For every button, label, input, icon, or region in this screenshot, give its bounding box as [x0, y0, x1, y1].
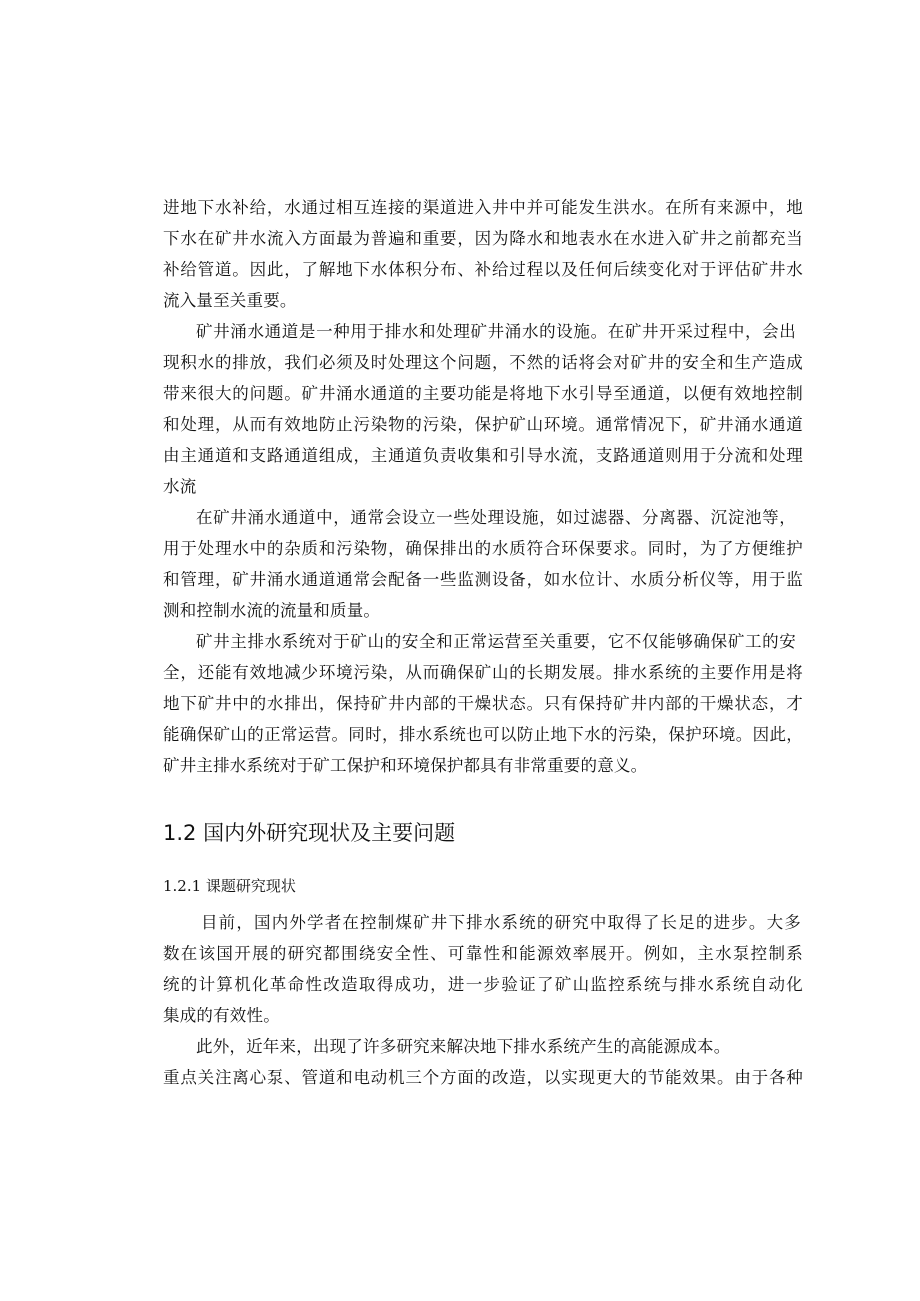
subsection-heading: 1.2.1 课题研究现状	[163, 877, 296, 895]
paragraph-4-line-4: 能确保矿山的正常运营。同时，排水系统也可以防止地下水的污染，保护环境。因此，	[163, 725, 803, 744]
paragraph-1-line-4: 流入量至关重要。	[163, 291, 297, 310]
paragraph-2-line-5: 由主通道和支路通道组成，主通道负责收集和引导水流，支路通道则用于分流和处理	[163, 446, 803, 465]
paragraph-2-line-1: 矿井涌水通道是一种用于排水和处理矿井涌水的设施。在矿井开采过程中，会出	[196, 322, 796, 341]
paragraph-3-line-4: 测和控制水流的流量和质量。	[163, 601, 381, 620]
paragraph-2-line-4: 和处理，从而有效地防止污染物的污染，保护矿山环境。通常情况下，矿井涌水通道	[163, 415, 803, 434]
paragraph-1-line-3: 补给管道。因此，了解地下水体积分布、补给过程以及任何后续变化对于评估矿井水	[163, 260, 803, 279]
paragraph-6-line-2: 重点关注离心泵、管道和电动机三个方面的改造，以实现更大的节能效果。由于各种	[163, 1068, 803, 1087]
paragraph-4-line-5: 矿井主排水系统对于矿工保护和环境保护都具有非常重要的意义。	[163, 756, 648, 775]
paragraph-1-line-2: 下水在矿井水流入方面最为普遍和重要，因为降水和地表水在水进入矿井之前都充当	[163, 229, 803, 248]
section-heading: 1.2 国内外研究现状及主要问题	[163, 821, 456, 845]
paragraph-5-line-1: 目前，国内外学者在控制煤矿井下排水系统的研究中取得了长足的进步。大多	[201, 913, 801, 932]
paragraph-3-line-3: 和管理，矿井涌水通道通常会配备一些监测设备，如水位计、水质分析仪等，用于监	[163, 570, 803, 589]
paragraph-5-line-4: 集成的有效性。	[163, 1006, 280, 1025]
paragraph-4-line-1: 矿井主排水系统对于矿山的安全和正常运营至关重要，它不仅能够确保矿工的安	[196, 632, 796, 651]
paragraph-3-line-2: 用于处理水中的杂质和污染物，确保排出的水质符合环保要求。同时，为了方便维护	[163, 539, 803, 558]
paragraph-1-line-1: 进地下水补给，水通过相互连接的渠道进入井中并可能发生洪水。在所有来源中，地	[163, 198, 803, 217]
paragraph-6-line-1: 此外，近年来，出现了许多研究来解决地下排水系统产生的高能源成本。	[196, 1037, 731, 1056]
paragraph-2-line-2: 现积水的排放，我们必须及时处理这个问题，不然的话将会对矿井的安全和生产造成	[163, 353, 803, 372]
paragraph-5-line-3: 统的计算机化革命性改造取得成功，进一步验证了矿山监控系统与排水系统自动化	[163, 975, 803, 994]
paragraph-4-line-2: 全，还能有效地减少环境污染，从而确保矿山的长期发展。排水系统的主要作用是将	[163, 663, 803, 682]
paragraph-4-line-3: 地下矿井中的水排出，保持矿井内部的干燥状态。只有保持矿井内部的干燥状态，才	[163, 694, 803, 713]
paragraph-3-line-1: 在矿井涌水通道中，通常会设立一些处理设施，如过滤器、分离器、沉淀池等，	[196, 508, 796, 527]
paragraph-2-line-6: 水流	[163, 477, 197, 496]
paragraph-5-line-2: 数在该国开展的研究都围绕安全性、可靠性和能源效率展开。例如，主水泵控制系	[163, 944, 803, 963]
paragraph-2-line-3: 带来很大的问题。矿井涌水通道的主要功能是将地下水引导至通道，以便有效地控制	[163, 384, 803, 403]
